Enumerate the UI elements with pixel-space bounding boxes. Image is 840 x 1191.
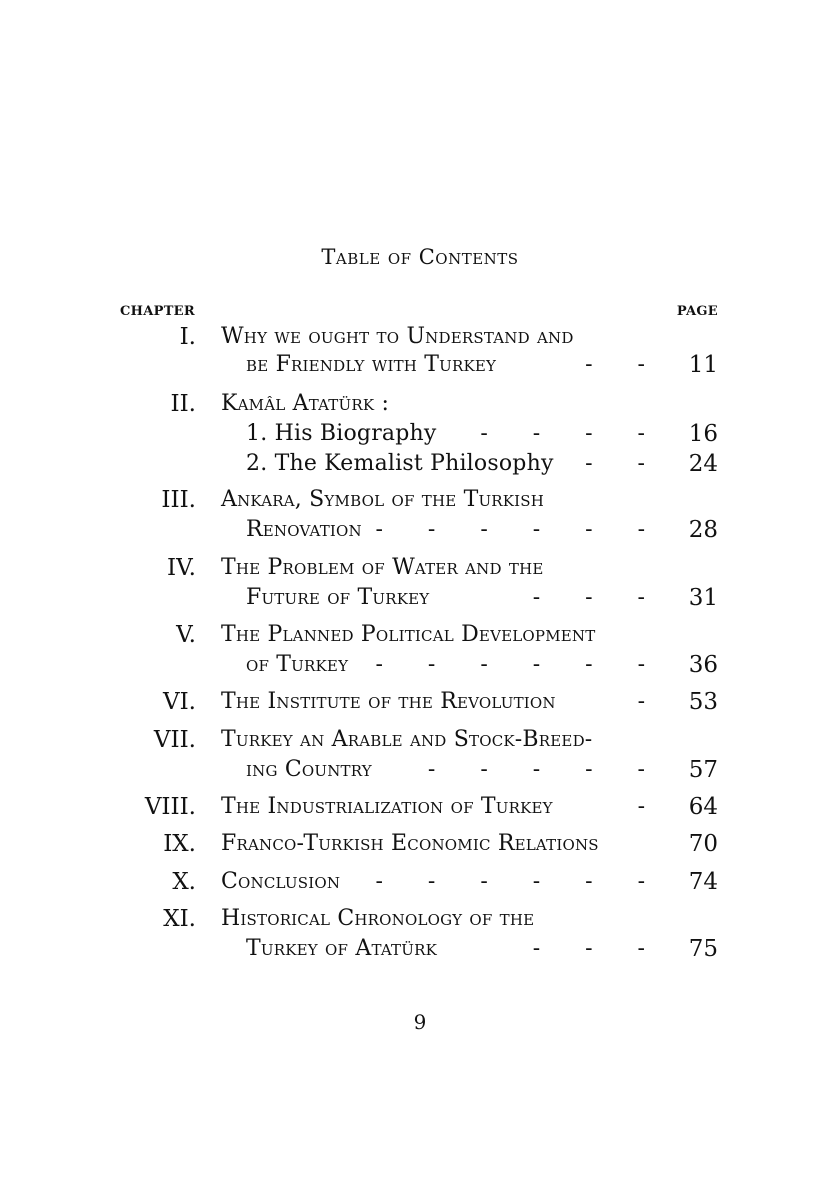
toc-entry-10 [0, 869, 840, 899]
chapter-number: IX. [163, 831, 196, 857]
page-number: 11 [688, 352, 718, 378]
chapter-title: Turkey an Arable and Stock-Breed- [221, 727, 593, 752]
chapter-number: I. [179, 324, 196, 350]
subsection-title: 1. His Biography [246, 421, 437, 446]
leader-dots: - - - - - - [375, 652, 645, 677]
toc-subentry-1 [0, 421, 840, 451]
leader-dots: - [637, 689, 645, 714]
toc-entry-9 [0, 831, 840, 861]
page-number: 31 [688, 585, 718, 611]
chapter-title: The Industrialization of Turkey [221, 794, 553, 819]
chapter-title: Ankara, Symbol of the Turkish [221, 487, 545, 512]
chapter-title-cont: of Turkey [246, 652, 349, 677]
toc-entry-5 [0, 622, 840, 652]
page-number: 74 [688, 869, 718, 895]
chapter-number: IV. [167, 555, 196, 581]
folio-page-number: 9 [413, 1010, 427, 1034]
page-number: 16 [688, 421, 718, 447]
toc-subentry-2 [0, 451, 840, 481]
page-number: 36 [688, 652, 718, 678]
chapter-title-cont: be Friendly with Turkey [246, 352, 497, 377]
leader-dots: - - - - - [427, 757, 645, 782]
chapter-title: The Institute of the Revolution [221, 689, 556, 714]
toc-entry-7 [0, 727, 840, 757]
page-number: 64 [688, 794, 718, 820]
toc-entry-1-cont [0, 352, 840, 382]
chapter-title-cont: Renovation [246, 517, 362, 542]
toc-entry-11-cont [0, 936, 840, 966]
page-title: Table of Contents [321, 245, 519, 269]
leader-dots: - [637, 794, 645, 819]
chapter-number: V. [176, 622, 196, 648]
toc-entry-11 [0, 906, 840, 936]
page-number: 70 [688, 831, 718, 857]
chapter-number: X. [172, 869, 196, 895]
chapter-number: XI. [163, 906, 196, 932]
leader-dots: - - [585, 352, 645, 377]
leader-dots: - - - - - - [375, 869, 645, 894]
page-number: 28 [688, 517, 718, 543]
toc-entry-7-cont [0, 757, 840, 787]
toc-entry-5-cont [0, 652, 840, 682]
leader-dots: - - - [532, 936, 645, 961]
page-number: 57 [688, 757, 718, 783]
chapter-title: Franco-Turkish Economic Relations [221, 831, 599, 856]
leader-dots: - - - - [480, 421, 645, 446]
subsection-title: 2. The Kemalist Philosophy [246, 451, 554, 476]
chapter-column-header: CHAPTER [120, 304, 195, 319]
toc-entry-4 [0, 555, 840, 585]
toc-entry-1 [0, 324, 840, 354]
chapter-title: Conclusion [221, 869, 341, 894]
toc-entry-2 [0, 391, 840, 421]
chapter-title-cont: Turkey of Atatürk [246, 936, 437, 961]
chapter-title-cont: Future of Turkey [246, 585, 430, 610]
chapter-number: VIII. [144, 794, 196, 820]
leader-dots: - - [585, 451, 645, 476]
chapter-number: VII. [153, 727, 196, 753]
toc-entry-3-cont [0, 517, 840, 547]
toc-entry-8 [0, 794, 840, 824]
chapter-title-cont: ing Country [246, 757, 372, 782]
chapter-title: The Problem of Water and the [221, 555, 544, 580]
toc-entry-4-cont [0, 585, 840, 615]
chapter-number: III. [161, 487, 196, 513]
page-number: 24 [688, 451, 718, 477]
leader-dots: - - - [532, 585, 645, 610]
chapter-title: Kamâl Atatürk : [221, 391, 390, 416]
toc-entry-3 [0, 487, 840, 517]
chapter-title: The Planned Political Development [221, 622, 596, 647]
chapter-number: VI. [162, 689, 196, 715]
page-column-header: PAGE [676, 304, 718, 319]
page-number: 53 [688, 689, 718, 715]
chapter-title: Historical Chronology of the [221, 906, 535, 931]
chapter-number: II. [170, 391, 196, 417]
page-number: 75 [688, 936, 718, 962]
toc-entry-6 [0, 689, 840, 719]
leader-dots: - - - - - - [375, 517, 645, 542]
chapter-title: Why we ought to Understand and [221, 324, 574, 349]
